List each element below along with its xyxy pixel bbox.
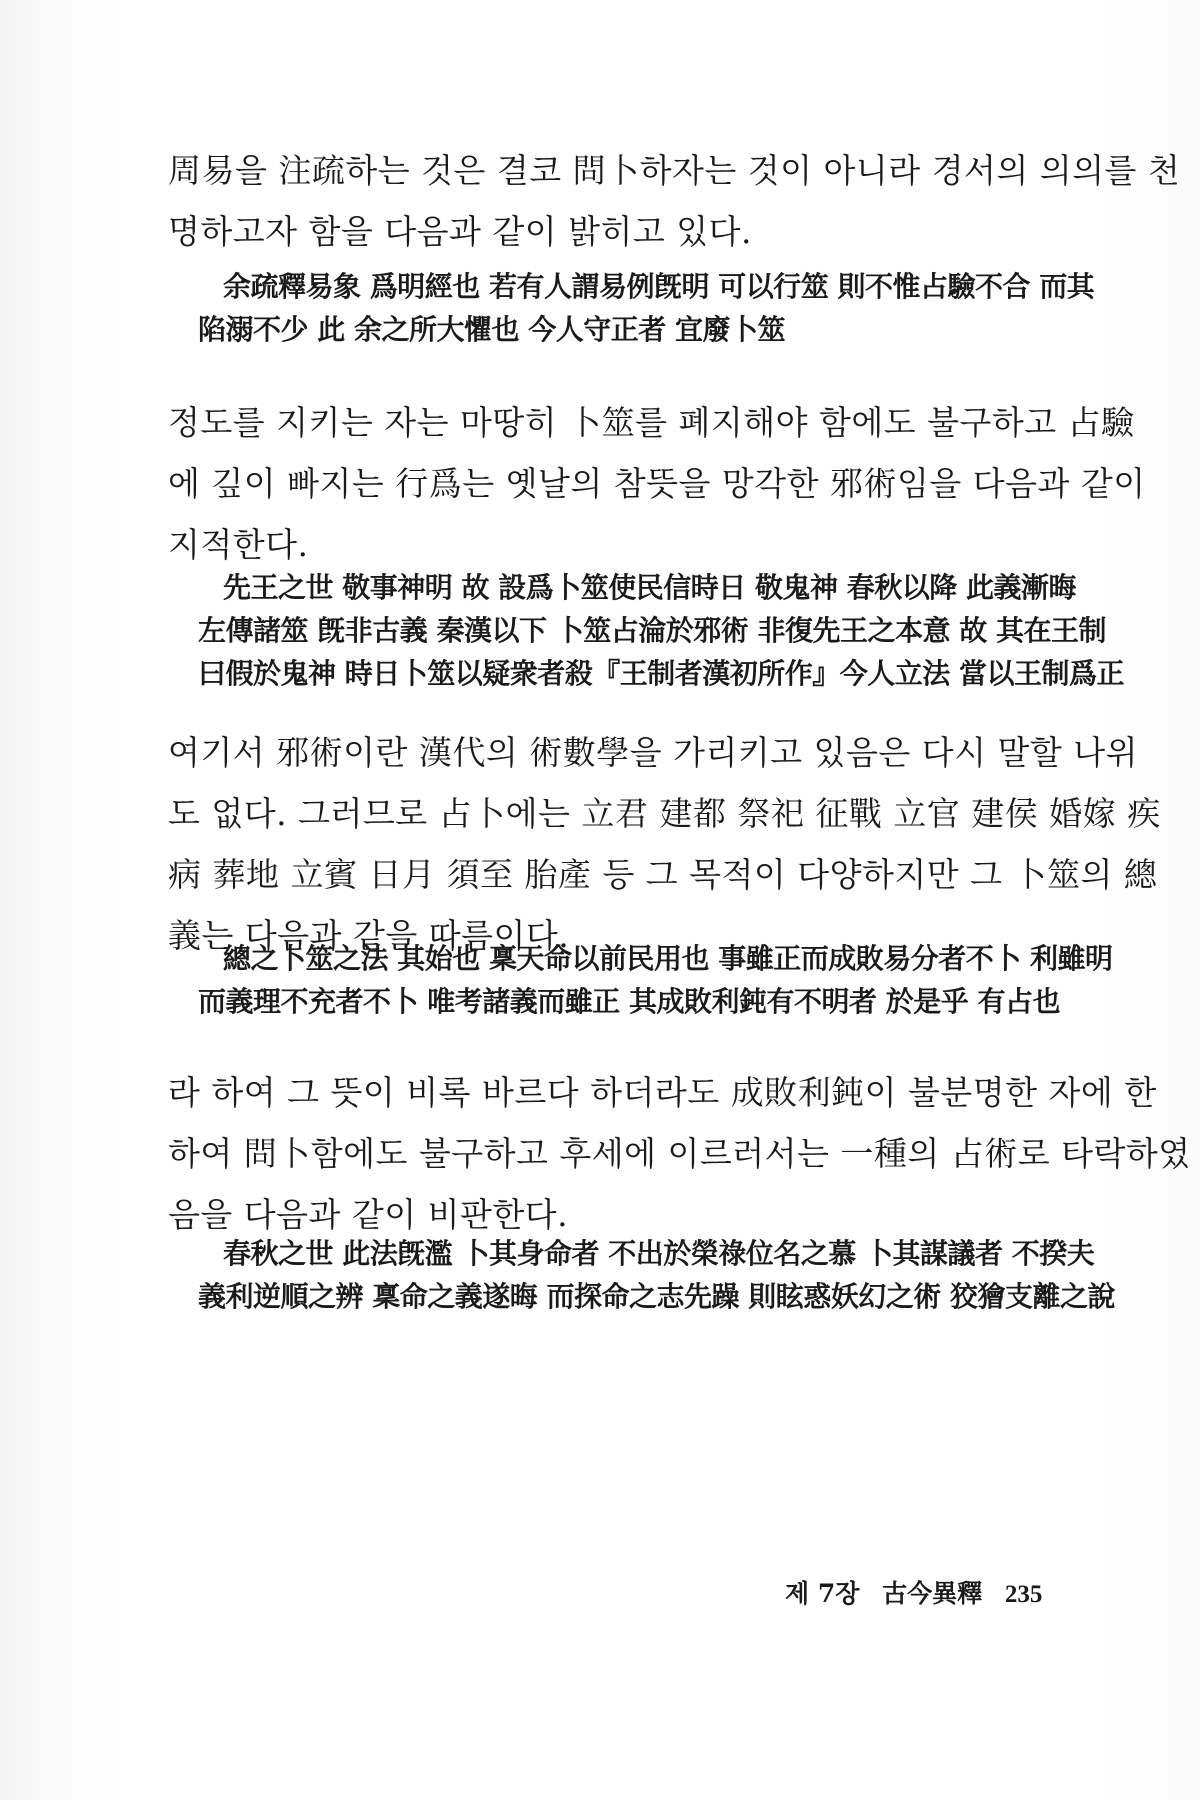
text-line: 음을 다음과 같이 비판한다. <box>168 1195 569 1234</box>
text-line: 病 葬地 立賓 日月 須至 胎產 등 그 목적이 다양하지만 그 卜筮의 總 <box>168 855 1158 894</box>
text-line: 周易을 注疏하는 것은 결코 問卜하자는 것이 아니라 경서의 의의를 천 <box>168 151 1181 190</box>
quote-line: 陷溺不少 此 余之所大懼也 今人守正者 宜廢卜筮 <box>198 313 785 346</box>
classical-quote-3 <box>198 937 1113 1023</box>
text-line: 도 없다. 그러므로 占卜에는 立君 建都 祭祀 征戰 立官 建侯 婚嫁 疾 <box>168 794 1161 833</box>
classical-quote-4 <box>198 1232 1115 1318</box>
text-line: 여기서 邪術이란 漢代의 術數學을 가리키고 있음은 다시 말할 나위 <box>168 733 1138 772</box>
text-line: 에 깊이 빠지는 行爲는 옛날의 참뜻을 망각한 邪術임을 다음과 같이 <box>168 464 1146 503</box>
body-paragraph-2 <box>168 392 1146 575</box>
text-line: 지적한다. <box>168 525 309 564</box>
section-title: 古今異釋 <box>882 1579 983 1608</box>
text-line: 하여 問卜함에도 불구하고 후세에 이르러서는 一種의 占術로 타락하였 <box>168 1134 1191 1173</box>
quote-line: 而義理不充者不卜 唯考諸義而雖正 其成敗利鈍有不明者 於是乎 有占也 <box>198 985 1060 1018</box>
quote-line: 春秋之世 此法旣濫 卜其身命者 不出於榮祿位名之慕 卜其謀議者 不揆夫 <box>223 1237 1095 1270</box>
chapter-label: 제 7장 <box>785 1579 860 1608</box>
text-line: 정도를 지키는 자는 마땅히 卜筮를 폐지해야 함에도 불구하고 占驗 <box>168 403 1135 442</box>
classical-quote-2 <box>198 566 1125 695</box>
body-paragraph-4 <box>168 1062 1191 1245</box>
text-line: 라 하여 그 뜻이 비록 바르다 하더라도 成敗利鈍이 불분명한 자에 한 <box>168 1073 1157 1112</box>
quote-line: 總之卜筮之法 其始也 稟天命以前民用也 事雖正而成敗易分者不卜 利雖明 <box>223 942 1113 975</box>
page-footer <box>785 1578 1085 1611</box>
quote-line: 曰假於鬼神 時日卜筮以疑衆者殺『王制者漢初所作』今人立法 當以王制爲正 <box>198 657 1125 690</box>
page-number: 235 <box>1004 1581 1043 1608</box>
quote-line: 先王之世 敬事神明 故 設爲卜筮使民信時日 敬鬼神 春秋以降 此義漸晦 <box>223 571 1076 604</box>
quote-line: 左傳諸筮 旣非古義 秦漢以下 卜筮占淪於邪術 非復先王之本意 故 其在王制 <box>198 614 1106 647</box>
quote-line: 義利逆順之辨 稟命之義遂晦 而探命之志先躁 則眩惑妖幻之術 狡獪支離之說 <box>198 1280 1115 1313</box>
body-paragraph-1 <box>168 140 1181 262</box>
text-line: 義는 다음과 같을 따름이다. <box>168 916 570 955</box>
body-paragraph-3 <box>168 722 1161 966</box>
text-line: 명하고자 함을 다음과 같이 밝히고 있다. <box>168 212 752 251</box>
classical-quote-1 <box>198 265 1095 351</box>
quote-line: 余疏釋易象 爲明經也 若有人謂易例旣明 可以行筮 則不惟占驗不合 而其 <box>223 270 1095 303</box>
